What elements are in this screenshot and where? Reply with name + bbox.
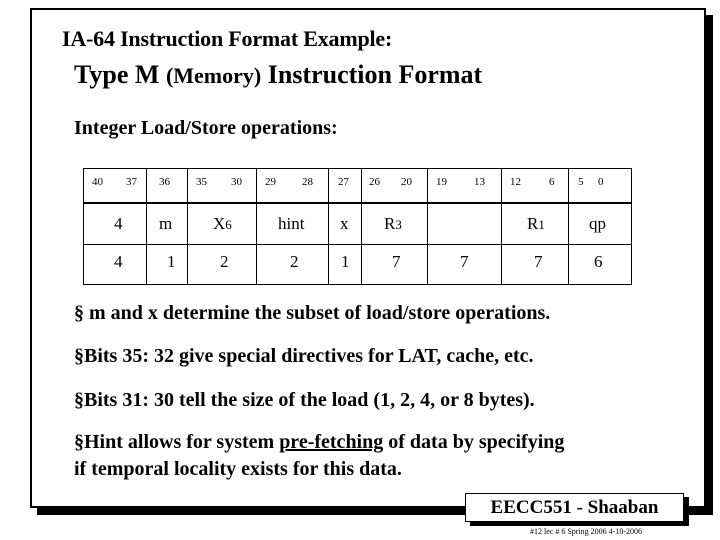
bit-19: 19 (436, 176, 447, 188)
bit-divider (328, 169, 329, 202)
heading-paren: (Memory) (165, 63, 262, 88)
footer-badge: EECC551 - Shaaban (465, 493, 684, 522)
row-divider (84, 244, 631, 245)
bit-20: 20 (401, 176, 412, 188)
bit-35: 35 (196, 176, 207, 188)
width-hint: 2 (290, 252, 299, 271)
width-r2: 7 (460, 252, 469, 271)
field-x6-letter: X (213, 214, 226, 233)
field-r1-letter: R (527, 214, 539, 233)
bit-divider (568, 169, 569, 202)
bullet-m-x: § m and x determine the subset of load/store operations. (74, 302, 551, 324)
bullet-hint-line2: if temporal locality exists for this data. (74, 458, 402, 480)
field-qp: qp (589, 214, 606, 233)
field-hint: hint (278, 214, 305, 233)
footer-note: #12 lec # 6 Spring 2006 4-10-2006 (530, 527, 642, 536)
width-m: 1 (167, 252, 176, 271)
bit-29: 29 (265, 176, 276, 188)
bit-divider (187, 169, 188, 202)
field-r3-sub: 3 (395, 217, 402, 232)
bit-divider (361, 169, 362, 202)
width-x6: 2 (220, 252, 229, 271)
bit-position-row (83, 168, 632, 203)
slide-subtitle: Integer Load/Store operations: (74, 117, 338, 139)
bit-28: 28 (302, 176, 313, 188)
bit-12: 12 (510, 176, 521, 188)
field-x6-sub: 6 (225, 217, 232, 232)
field-table (83, 203, 632, 285)
field-r3-letter: R (384, 214, 396, 233)
field-x: x (340, 214, 349, 233)
field-r1 (527, 214, 545, 234)
field-x6 (213, 214, 232, 234)
bit-divider (146, 169, 147, 202)
slide-title: IA-64 Instruction Format Example: (62, 26, 393, 51)
slide-heading (74, 60, 482, 90)
hint-prefetching: pre-fetching (279, 431, 384, 453)
width-x: 1 (341, 252, 350, 271)
bit-5: 5 (578, 176, 584, 188)
bit-37: 37 (126, 176, 137, 188)
bullet-bits-31-30: §Bits 31: 30 tell the size of the load (1, 2, 4, or 8 bytes). (74, 389, 535, 411)
bit-6: 6 (549, 176, 555, 188)
bit-27: 27 (338, 176, 349, 188)
bullet-bits-35-32: §Bits 35: 32 give special directives for LAT, cache, etc. (74, 345, 534, 367)
heading-type: Type M (74, 60, 166, 89)
field-op: 4 (114, 214, 123, 233)
hint-text-before: §Hint allows for system (74, 431, 280, 453)
field-r1-sub: 1 (538, 217, 545, 232)
hint-text-after: of data by specifying (383, 431, 565, 453)
width-qp: 6 (594, 252, 603, 271)
bullet-hint (74, 431, 564, 454)
bit-36: 36 (159, 176, 170, 188)
bit-divider (501, 169, 502, 202)
bit-40: 40 (92, 176, 103, 188)
bit-0: 0 (598, 176, 604, 188)
field-r3 (384, 214, 402, 234)
heading-rest: Instruction Format (261, 60, 483, 89)
bit-30: 30 (231, 176, 242, 188)
bit-13: 13 (474, 176, 485, 188)
field-m: m (159, 214, 173, 233)
bit-divider (256, 169, 257, 202)
width-r1: 7 (534, 252, 543, 271)
width-r3: 7 (392, 252, 401, 271)
width-op: 4 (114, 252, 123, 271)
bit-26: 26 (369, 176, 380, 188)
bit-divider (427, 169, 428, 202)
